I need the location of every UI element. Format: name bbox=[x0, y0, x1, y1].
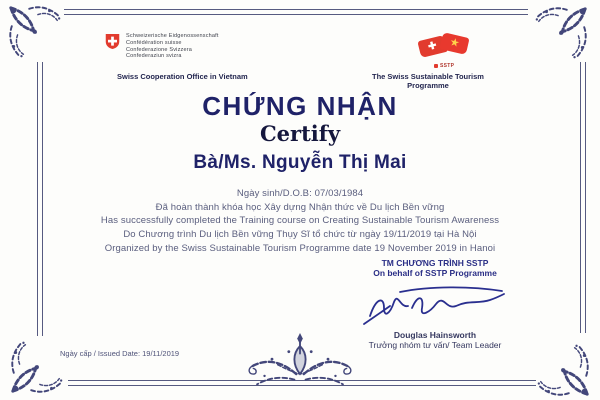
recipient-name: Bà/Ms. Nguyễn Thị Mai bbox=[193, 152, 407, 173]
corner-flourish-top-left bbox=[6, 3, 64, 61]
swiss-federal-line: Schweizerische Eidgenossenschaft bbox=[126, 33, 219, 39]
sstp-logo-mark-icon bbox=[434, 64, 438, 68]
on-behalf-en: On behalf of SSTP Programme bbox=[373, 268, 497, 278]
signatory-block bbox=[335, 258, 535, 350]
organizer-line-vi: Do Chương trình Du lịch Bền vững Thụy Sĩ tổ chức từ ngày 19/11/2019 tại Hà Nội bbox=[123, 229, 477, 240]
swiss-federal-line: Confederaziun svizra bbox=[126, 53, 182, 60]
border-top bbox=[64, 9, 528, 15]
signatory-name: Douglas Hainsworth bbox=[393, 330, 477, 340]
swiss-federal-line: Confédération suisse bbox=[126, 39, 182, 46]
on-behalf-vi: TM CHƯƠNG TRÌNH SSTP bbox=[381, 258, 489, 268]
swiss-confederation-block bbox=[105, 33, 219, 60]
swiss-federal-text bbox=[126, 33, 219, 60]
flourish-icon bbox=[6, 3, 64, 61]
organizer-line-en: Organized by the Swiss Sustainable Tourism Programme date 19 November 2019 in Hanoi bbox=[104, 243, 496, 254]
signature-icon bbox=[360, 282, 510, 327]
certificate-title-vi: CHỨNG NHẬN bbox=[202, 91, 398, 121]
flourish-icon bbox=[8, 338, 66, 396]
vietnam-star-glyph: ★ bbox=[448, 36, 461, 50]
swiss-cooperation-office-label: Swiss Cooperation Office in Vietnam bbox=[117, 72, 248, 81]
signatory-title: Trưởng nhóm tư vấn/ Team Leader bbox=[368, 340, 502, 350]
corner-flourish-top-right bbox=[532, 4, 590, 62]
completion-line-vi: Đã hoàn thành khóa học Xây dựng Nhận thức về Du lịch Bền vững bbox=[155, 202, 445, 213]
swiss-shield-icon bbox=[105, 33, 120, 50]
sstp-mini-logo bbox=[434, 63, 454, 69]
certificate-title-en: Certify bbox=[259, 121, 341, 146]
swiss-cross-glyph: ✚ bbox=[426, 39, 438, 53]
corner-flourish-bottom-right bbox=[534, 341, 592, 399]
programme-label: The Swiss Sustainable Tourism Programme bbox=[372, 72, 484, 90]
corner-flourish-bottom-left bbox=[8, 338, 66, 396]
flourish-icon bbox=[534, 341, 592, 399]
swiss-federal-line: Confederazione Svizzera bbox=[126, 46, 193, 53]
completion-line-en: Has successfully completed the Training course on Creating Sustainable Tourism Awareness bbox=[100, 215, 500, 226]
sstp-logo-text: SSTP bbox=[440, 63, 455, 69]
flourish-icon bbox=[532, 4, 590, 62]
crossed-flags-icon bbox=[419, 31, 473, 63]
issued-date: Ngày cấp / Issued Date: 19/11/2019 bbox=[60, 349, 180, 358]
dob-line: Ngày sinh/D.O.B: 07/03/1984 bbox=[236, 188, 364, 199]
